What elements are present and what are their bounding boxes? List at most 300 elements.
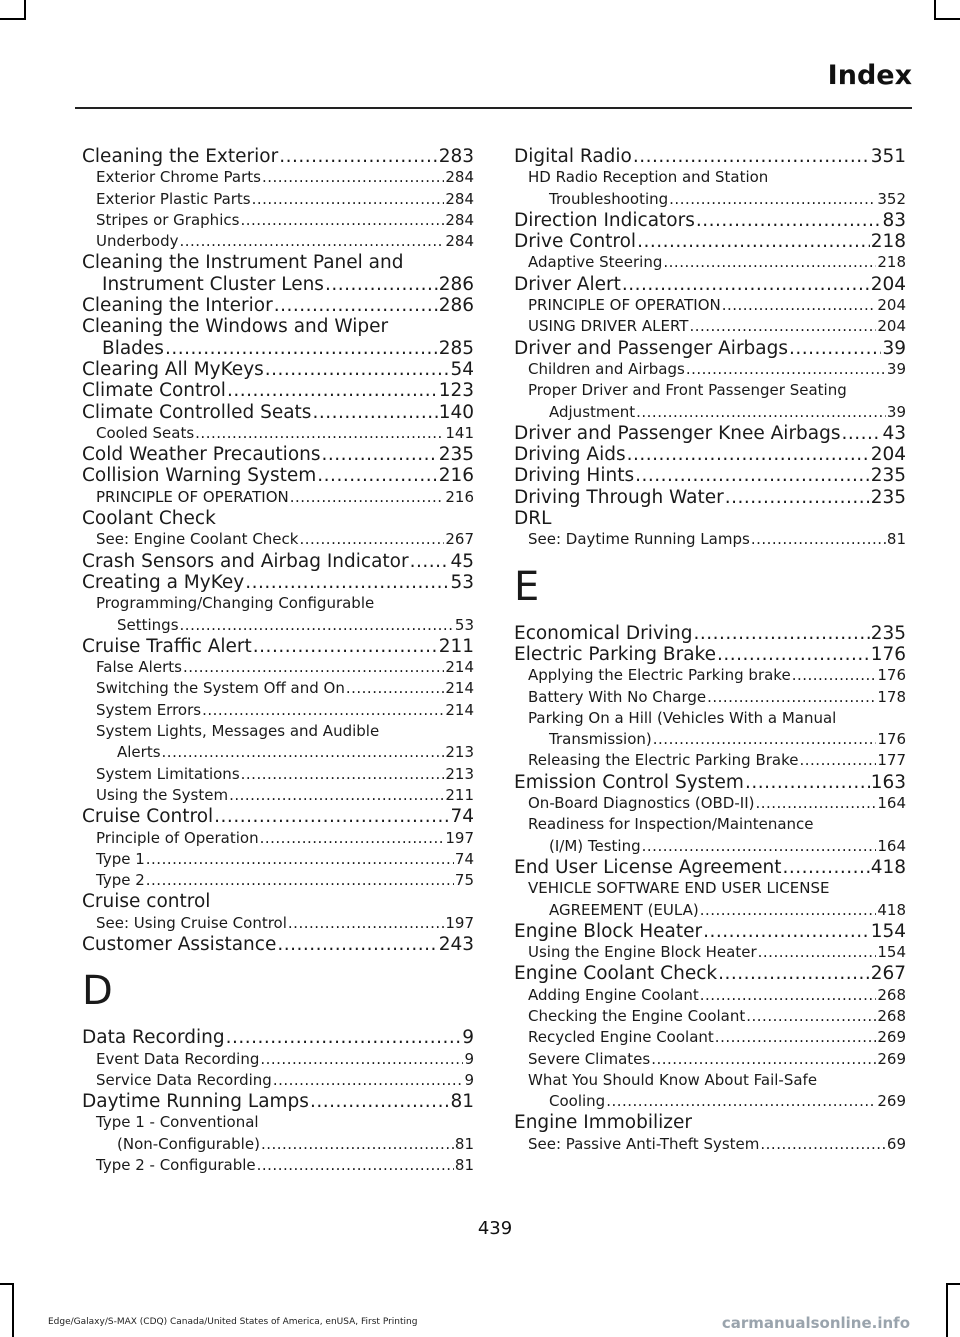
index-entry (514, 338, 906, 359)
dot-leader (279, 146, 438, 167)
dot-leader (325, 274, 438, 295)
entry-page-number: 69 (886, 1134, 906, 1153)
entry-page-number: 154 (870, 920, 906, 942)
dot-leader (636, 402, 886, 423)
entry-page-number: 214 (445, 658, 474, 677)
index-subentry (82, 742, 474, 763)
index-subheading: Readiness for Inspection/Maintenance (528, 815, 814, 834)
index-subentry (514, 252, 906, 273)
entry-page-number: 204 (877, 296, 906, 315)
dot-leader (703, 921, 870, 942)
entry-text: Engine Block Heater (514, 920, 703, 942)
dot-leader (226, 1027, 462, 1048)
entry-page-number: 9 (462, 1027, 474, 1049)
index-subheading: Programming/Changing Configurable (96, 594, 375, 613)
entry-page-number: 286 (438, 273, 474, 295)
index-entry (82, 295, 474, 316)
dot-leader (214, 806, 449, 827)
dot-leader (760, 1134, 886, 1155)
entry-text: System Limitations (96, 764, 240, 783)
index-entry (514, 921, 906, 942)
dot-leader (642, 836, 877, 857)
dot-leader (252, 189, 445, 210)
index-subentry (514, 295, 906, 316)
index-subentry (82, 828, 474, 849)
dot-leader (183, 657, 444, 678)
entry-page-number: 235 (870, 465, 906, 487)
crop-mark-bottom-right (946, 1283, 948, 1337)
page-number: 439 (477, 1218, 513, 1239)
index-subentry (514, 1091, 906, 1112)
entry-text: Driving Through Water (514, 486, 724, 508)
dot-leader (312, 402, 437, 423)
entry-text: Cleaning the Interior (82, 295, 273, 317)
entry-page-number: 140 (438, 401, 474, 423)
crop-mark-top-left (24, 0, 26, 18)
entry-text: Daytime Running Lamps (82, 1091, 309, 1113)
entry-text: Engine Coolant Check (514, 963, 718, 985)
entry-page-number: 218 (870, 231, 906, 253)
dot-leader (262, 167, 444, 188)
entry-page-number: 235 (870, 622, 906, 644)
index-heading: Cleaning the Windows and Wiper (82, 316, 389, 338)
entry-page-number: 216 (445, 487, 474, 506)
entry-text: Economical Driving (514, 622, 693, 644)
dot-leader (240, 210, 444, 231)
footer-text: Edge/Galaxy/S-MAX (CDQ) Canada/United States of America, enUSA, First Printing (48, 1317, 418, 1327)
entry-page-number: 178 (877, 687, 906, 706)
crop-mark-top-left-h (0, 18, 26, 20)
dot-leader (290, 487, 445, 508)
entry-text: Cruise Control (82, 806, 214, 828)
index-subentry (82, 529, 474, 550)
dot-leader (317, 465, 437, 486)
index-subentry (514, 750, 906, 771)
index-heading: Cleaning the Instrument Panel and (82, 252, 404, 274)
index-entry (514, 231, 906, 252)
entry-text: On-Board Diagnostics (OBD-II) (528, 794, 755, 813)
entry-page-number: 235 (870, 486, 906, 508)
entry-text: Collision Warning System (82, 465, 317, 487)
dot-leader (245, 572, 449, 593)
entry-page-number: 351 (870, 146, 906, 167)
dot-leader (635, 465, 870, 486)
dot-leader (715, 1027, 877, 1048)
dot-leader (842, 423, 882, 444)
entry-text: End User License Agreement (514, 856, 782, 878)
index-entry (82, 1091, 474, 1112)
entry-text: Cleaning the Exterior (82, 146, 279, 167)
index-subheading: Type 1 - Conventional (96, 1113, 259, 1132)
index-subheading: HD Radio Reception and Station (528, 168, 769, 187)
index-subentry (82, 210, 474, 231)
entry-page-number: 9 (464, 1070, 474, 1089)
entry-page-number: 284 (445, 210, 474, 229)
index-heading: Cruise control (82, 891, 211, 913)
entry-page-number: 268 (877, 985, 906, 1004)
entry-page-number: 163 (870, 771, 906, 793)
entry-page-number: 164 (877, 794, 906, 813)
index-subentry (514, 836, 906, 857)
entry-page-number: 214 (445, 700, 474, 719)
index-subheading: Proper Driver and Front Passenger Seating (528, 381, 847, 400)
dot-leader (180, 231, 445, 252)
index-heading: Engine Immobilizer (514, 1112, 692, 1134)
entry-text: Battery With No Charge (528, 687, 707, 706)
dot-leader (700, 985, 877, 1006)
index-subentry (82, 189, 474, 210)
entry-page-number: 269 (877, 1049, 906, 1068)
entry-text: Releasing the Electric Parking Brake (528, 751, 799, 770)
index-subentry (82, 764, 474, 785)
header-divider (75, 107, 912, 109)
dot-leader (146, 849, 454, 870)
dot-leader (669, 189, 876, 210)
entry-page-number: 267 (445, 530, 474, 549)
dot-leader (722, 295, 877, 316)
dot-leader (800, 750, 877, 771)
entry-text: Alerts (117, 743, 161, 762)
dot-leader (322, 444, 438, 465)
entry-page-number: 218 (877, 253, 906, 272)
entry-text: (I/M) Testing (549, 836, 641, 855)
entry-page-number: 269 (877, 1092, 906, 1111)
entry-text: AGREEMENT (EULA) (549, 900, 699, 919)
entry-page-number: 39 (886, 359, 906, 378)
crop-mark-bottom-left-h (0, 1283, 14, 1285)
entry-text: USING DRIVER ALERT (528, 317, 689, 336)
dot-leader (288, 913, 444, 934)
entry-text: See: Daytime Running Lamps (528, 530, 750, 549)
entry-text: Troubleshooting (549, 189, 669, 208)
entry-page-number: 243 (438, 933, 474, 955)
index-subentry (514, 942, 906, 963)
entry-text: Driving Hints (514, 465, 635, 487)
dot-leader (782, 857, 869, 878)
index-entry (82, 934, 474, 955)
entry-page-number: 285 (438, 337, 474, 359)
index-entry (82, 444, 474, 465)
entry-text: Creating a MyKey (82, 571, 245, 593)
entry-page-number: 74 (454, 849, 474, 868)
index-entry (514, 644, 906, 665)
index-subentry (514, 687, 906, 708)
entry-text: Climate Controlled Seats (82, 401, 312, 423)
index-subentry (82, 231, 474, 252)
index-subentry (514, 1049, 906, 1070)
dot-leader (651, 1049, 876, 1070)
entry-text: Direction Indicators (514, 209, 695, 231)
index-subheading: VEHICLE SOFTWARE END USER LICENSE (528, 879, 830, 898)
entry-text: Driving Aids (514, 444, 626, 466)
dot-leader (257, 1155, 454, 1176)
index-entry (514, 772, 906, 793)
crop-mark-bottom-right-h (946, 1283, 960, 1285)
crop-mark-top-right (934, 0, 936, 18)
index-subentry (514, 189, 906, 210)
index-subentry (514, 1006, 906, 1027)
entry-page-number: 123 (438, 380, 474, 402)
entry-text: Event Data Recording (96, 1049, 260, 1068)
entry-page-number: 418 (870, 856, 906, 878)
index-heading: Coolant Check (82, 508, 216, 530)
dot-leader (229, 785, 444, 806)
entry-page-number: 284 (445, 232, 474, 251)
entry-text: Using the System (96, 785, 229, 804)
dot-leader (299, 529, 444, 550)
entry-text: False Alerts (96, 658, 182, 677)
index-subentry (82, 700, 474, 721)
index-subentry (82, 167, 474, 188)
index-subentry (514, 529, 906, 550)
index-subentry (514, 665, 906, 686)
entry-page-number: 267 (870, 963, 906, 985)
entry-text: Underbody (96, 232, 179, 251)
index-entry (82, 465, 474, 486)
index-entry (82, 338, 474, 359)
entry-page-number: 211 (438, 635, 474, 657)
index-entry (82, 806, 474, 827)
entry-text: Type 1 (96, 849, 145, 868)
index-entry (82, 359, 474, 380)
dot-leader (277, 934, 437, 955)
entry-text: Children and Airbags (528, 359, 685, 378)
entry-text: Checking the Engine Coolant (528, 1006, 746, 1025)
dot-leader (686, 359, 886, 380)
crop-mark-top-right-h (934, 18, 960, 20)
index-entry (514, 210, 906, 231)
dot-leader (260, 1049, 463, 1070)
dot-leader (261, 1134, 454, 1155)
index-column-left (82, 146, 474, 1176)
dot-leader (227, 380, 438, 401)
index-entry (514, 487, 906, 508)
entry-text: Severe Climates (528, 1049, 651, 1068)
entry-page-number: 83 (882, 209, 906, 231)
index-entry (82, 1027, 474, 1048)
entry-page-number: 54 (450, 358, 474, 380)
dot-leader (241, 764, 445, 785)
index-subentry (82, 785, 474, 806)
entry-page-number: 197 (445, 913, 474, 932)
entry-text: Data Recording (82, 1027, 225, 1049)
entry-page-number: 75 (454, 871, 474, 890)
entry-text: Driver and Passenger Airbags (514, 337, 789, 359)
section-letter: D (82, 968, 113, 1015)
entry-text: Emission Control System (514, 771, 744, 793)
entry-text: Customer Assistance (82, 933, 277, 955)
index-subentry (82, 1049, 474, 1070)
dot-leader (606, 1091, 876, 1112)
index-subentry (514, 729, 906, 750)
entry-text: Type 2 (96, 871, 145, 890)
index-subentry (82, 870, 474, 891)
entry-page-number: 39 (886, 402, 906, 421)
entry-text: Exterior Plastic Parts (96, 189, 251, 208)
entry-text: Using the Engine Block Heater (528, 943, 757, 962)
entry-text: Cooling (549, 1092, 606, 1111)
entry-page-number: 74 (450, 806, 474, 828)
entry-page-number: 284 (445, 189, 474, 208)
entry-page-number: 9 (464, 1049, 474, 1068)
entry-text: See: Engine Coolant Check (96, 530, 299, 549)
entry-page-number: 211 (445, 785, 474, 804)
dot-leader (653, 729, 877, 750)
entry-text: System Errors (96, 700, 202, 719)
entry-page-number: 177 (877, 751, 906, 770)
index-subentry (82, 657, 474, 678)
entry-text: Cooled Seats (96, 423, 195, 442)
index-entry (82, 551, 474, 572)
index-entry (514, 444, 906, 465)
index-subentry (514, 900, 906, 921)
entry-page-number: 268 (877, 1006, 906, 1025)
entry-page-number: 204 (877, 317, 906, 336)
dot-leader (700, 900, 877, 921)
index-entry (514, 465, 906, 486)
watermark: carmanualsonline.info (721, 1314, 910, 1332)
entry-page-number: 154 (877, 943, 906, 962)
entry-page-number: 81 (886, 530, 906, 549)
index-subentry (82, 615, 474, 636)
dot-leader (195, 423, 444, 444)
dot-leader (627, 444, 870, 465)
entry-page-number: 176 (870, 643, 906, 665)
index-subheading: Parking On a Hill (Vehicles With a Manual (528, 708, 837, 727)
entry-page-number: 283 (438, 146, 474, 167)
dot-leader (273, 1070, 464, 1091)
dot-leader (696, 210, 882, 231)
index-subentry (82, 1134, 474, 1155)
entry-text: Driver and Passenger Knee Airbags (514, 422, 841, 444)
dot-leader (758, 942, 877, 963)
dot-leader (162, 742, 445, 763)
index-heading: DRL (514, 508, 552, 530)
dot-leader (718, 963, 870, 984)
index-entry (514, 857, 906, 878)
index-entry (514, 146, 906, 167)
dot-leader (410, 551, 450, 572)
entry-text: Instrument Cluster Lens (102, 273, 324, 295)
entry-text: Switching the System Off and On (96, 679, 345, 698)
index-entry (514, 623, 906, 644)
entry-text: Cold Weather Precautions (82, 444, 321, 466)
entry-page-number: 204 (870, 444, 906, 466)
entry-text: (Non-Configurable) (117, 1134, 260, 1153)
entry-text: Drive Control (514, 231, 637, 253)
entry-page-number: 81 (450, 1091, 474, 1113)
entry-text: Electric Parking Brake (514, 643, 716, 665)
entry-page-number: 418 (877, 900, 906, 919)
entry-page-number: 216 (438, 465, 474, 487)
index-column-right (514, 146, 906, 1155)
entry-page-number: 53 (454, 615, 474, 634)
dot-leader (622, 274, 870, 295)
entry-text: Exterior Chrome Parts (96, 168, 261, 187)
dot-leader (265, 359, 450, 380)
dot-leader (633, 146, 870, 167)
dot-leader (253, 636, 438, 657)
dot-leader (310, 1091, 450, 1112)
dot-leader (717, 644, 870, 665)
dot-leader (274, 295, 438, 316)
entry-page-number: 53 (450, 571, 474, 593)
index-subentry (82, 1070, 474, 1091)
dot-leader (751, 529, 886, 550)
entry-text: Adaptive Steering (528, 253, 663, 272)
entry-page-number: 204 (870, 273, 906, 295)
dot-leader (165, 338, 438, 359)
entry-text: See: Passive Anti-Theft System (528, 1134, 760, 1153)
dot-leader (792, 665, 877, 686)
entry-text: Type 2 - Configurable (96, 1156, 256, 1175)
entry-text: Clearing All MyKeys (82, 358, 264, 380)
entry-page-number: 39 (882, 337, 906, 359)
entry-page-number: 286 (438, 295, 474, 317)
entry-page-number: 352 (877, 189, 906, 208)
index-subentry (514, 1027, 906, 1048)
index-entry (82, 380, 474, 401)
entry-text: Cruise Traffic Alert (82, 635, 252, 657)
dot-leader (202, 700, 444, 721)
index-entry (82, 402, 474, 423)
index-subentry (514, 793, 906, 814)
index-entry (82, 274, 474, 295)
dot-leader (789, 338, 881, 359)
page-title: Index (827, 60, 912, 91)
entry-text: Blades (102, 337, 164, 359)
entry-page-number: 269 (877, 1028, 906, 1047)
entry-page-number: 235 (438, 444, 474, 466)
entry-text: PRINCIPLE OF OPERATION (96, 487, 289, 506)
index-subentry (514, 402, 906, 423)
entry-text: Crash Sensors and Airbag Indicator (82, 550, 409, 572)
dot-leader (346, 678, 445, 699)
dot-leader (745, 772, 870, 793)
dot-leader (693, 623, 869, 644)
entry-page-number: 213 (445, 764, 474, 783)
index-subheading: System Lights, Messages and Audible (96, 722, 380, 741)
index-subentry (514, 1134, 906, 1155)
entry-text: Recycled Engine Coolant (528, 1028, 714, 1047)
index-entry (82, 636, 474, 657)
entry-text: Adjustment (549, 402, 636, 421)
entry-page-number: 81 (454, 1134, 474, 1153)
entry-text: Service Data Recording (96, 1070, 272, 1089)
entry-text: Driver Alert (514, 273, 621, 295)
entry-text: Transmission) (549, 730, 652, 749)
index-subentry (82, 849, 474, 870)
dot-leader (746, 1006, 876, 1027)
dot-leader (637, 231, 870, 252)
dot-leader (663, 252, 876, 273)
index-subentry (514, 316, 906, 337)
entry-page-number: 284 (445, 168, 474, 187)
dot-leader (180, 615, 454, 636)
index-entry (514, 963, 906, 984)
entry-text: Applying the Electric Parking brake (528, 666, 791, 685)
entry-page-number: 45 (450, 550, 474, 572)
dot-leader (260, 828, 445, 849)
section-letter: E (514, 563, 540, 610)
dot-leader (755, 793, 876, 814)
entry-text: Stripes or Graphics (96, 210, 240, 229)
index-subentry (514, 985, 906, 1006)
index-subentry (82, 1155, 474, 1176)
entry-text: Settings (117, 615, 179, 634)
entry-page-number: 81 (454, 1156, 474, 1175)
entry-text: Climate Control (82, 380, 226, 402)
